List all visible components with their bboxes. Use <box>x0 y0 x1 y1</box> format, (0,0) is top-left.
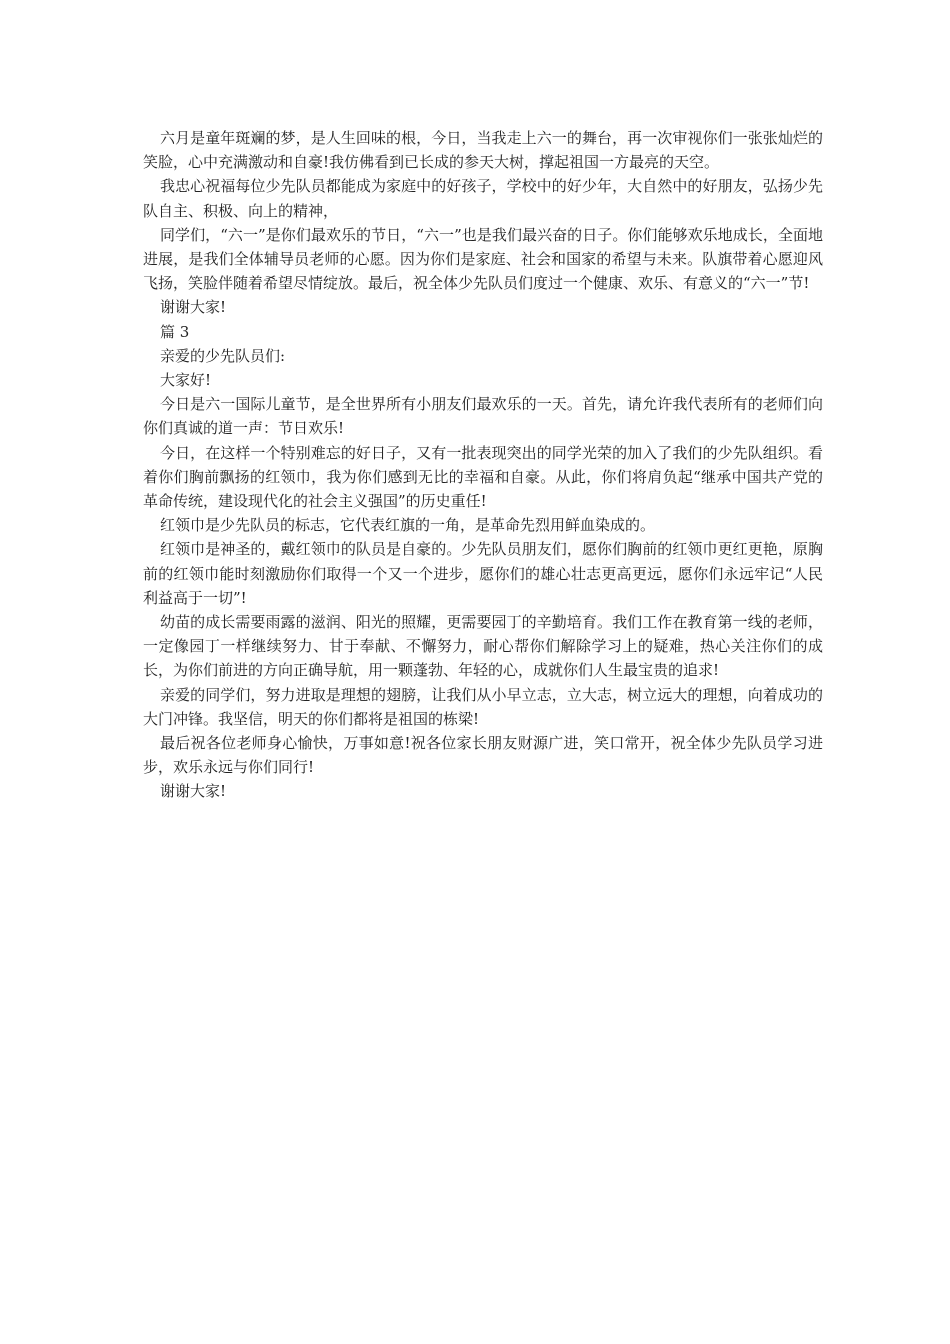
paragraph-14: 最后祝各位老师身心愉快，万事如意!祝各位家长朋友财源广进，笑口常开，祝全体少先队员学习进步，欢乐永远与你们同行! <box>143 734 823 777</box>
paragraph-12: 幼苗的成长需要雨露的滋润、阳光的照耀，更需要园丁的辛勤培育。我们工作在教育第一线的老师，一定像园丁一样继续努力、甘于奉献、不懈努力，耐心帮你们解除学习上的疑难，热心关注你们的成长，为你们前进的方向正确导航，用一颗蓬勃、年轻的心，成就你们人生最宝贵的追求! <box>143 613 823 680</box>
paragraph-1: 六月是童年斑斓的梦，是人生回味的根，今日，当我走上六一的舞台，再一次审视你们一张张灿烂的笑脸，心中充满激动和自豪!我仿佛看到已长成的参天大树，撑起祖国一方最亮的天空。 <box>143 129 823 172</box>
paragraph-3: 同学们，“六一”是你们最欢乐的节日，“六一”也是我们最兴奋的日子。你们能够欢乐地成长，全面地进展，是我们全体辅导员老师的心愿。因为你们是家庭、社会和国家的希望与未来。队旗带着心愿迎风飞扬，笑脸伴随着希望尽情绽放。最后，祝全体少先队员们度过一个健康、欢乐、有意义的“六一”节! <box>143 225 823 293</box>
paragraph-9: 今日，在这样一个特别难忘的好日子，又有一批表现突出的同学光荣的加入了我们的少先队组织。看着你们胸前飘扬的红领巾，我为你们感到无比的幸福和自豪。从此，你们将肩负起“继承中国共产党的革命传统，建设现代化的社会主义强国”的历史重任! <box>143 443 823 511</box>
paragraph-4: 谢谢大家! <box>160 298 227 317</box>
greeting: 大家好! <box>160 371 212 390</box>
document-body <box>143 126 823 804</box>
section-heading: 篇 3 <box>160 322 190 341</box>
paragraph-8: 今日是六一国际儿童节，是全世界所有小朋友们最欢乐的一天。首先，请允许我代表所有的老师们向你们真诚的道一声：节日欢乐! <box>143 395 823 438</box>
closing-thanks: 谢谢大家! <box>160 782 227 801</box>
paragraph-11: 红领巾是神圣的，戴红领巾的队员是自豪的。少先队员朋友们，愿你们胸前的红领巾更红更艳，原胸前的红领巾能时刻激励你们取得一个又一个进步，愿你们的雄心壮志更高更远，愿你们永远牢记“人民利益高于一切”! <box>143 540 823 607</box>
paragraph-10: 红领巾是少先队员的标志，它代表红旗的一角，是革命先烈用鲜血染成的。 <box>160 516 656 535</box>
salutation: 亲爱的少先队员们: <box>160 346 286 365</box>
paragraph-2: 我忠心祝福每位少先队员都能成为家庭中的好孩子，学校中的好少年，大自然中的好朋友，弘扬少先队自主、积极、向上的精神， <box>143 177 823 220</box>
paragraph-13: 亲爱的同学们，努力进取是理想的翅膀，让我们从小早立志，立大志，树立远大的理想，向着成功的大门冲锋。我坚信，明天的你们都将是祖国的栋梁! <box>143 685 823 728</box>
